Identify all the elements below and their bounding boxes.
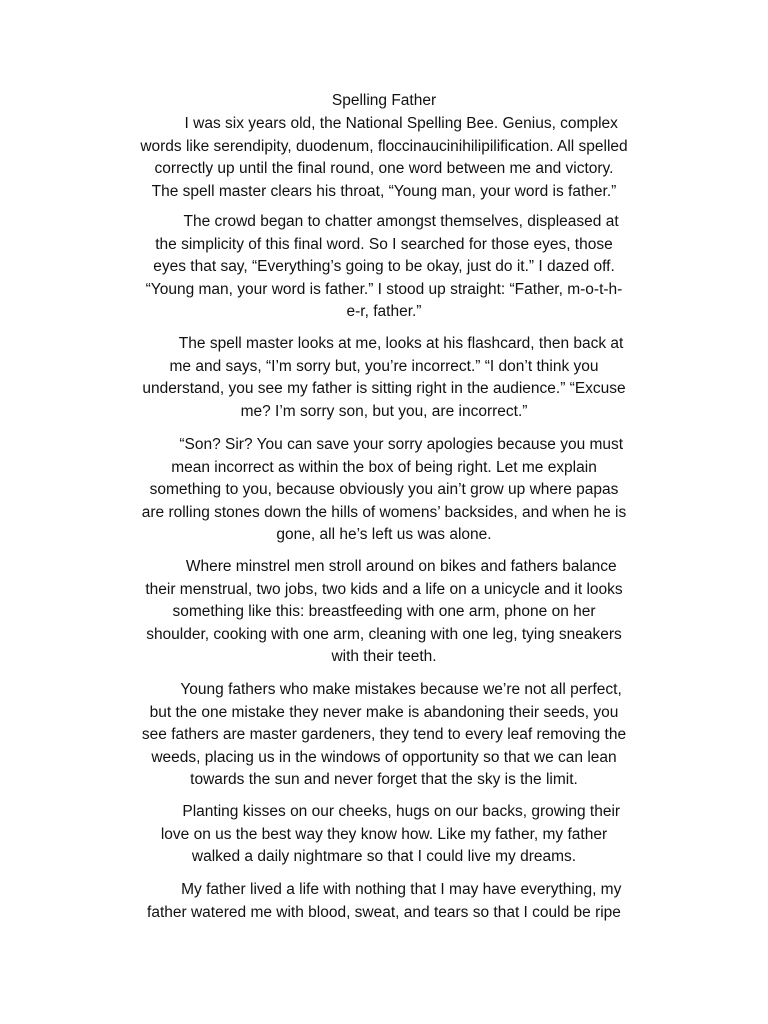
paragraph-7 [96, 801, 672, 869]
paragraph-line: something like this: breastfeeding with one arm, phone on her [172, 603, 596, 621]
paragraph-1 [96, 113, 672, 203]
paragraph-line: are rolling stones down the hills of womens’ backsides, and when he is [141, 503, 627, 521]
paragraph-line: their menstrual, two jobs, two kids and a life on a unicycle and it looks [145, 580, 623, 598]
paragraph-line: My father lived a life with nothing that I may have everything, my [146, 881, 622, 898]
paragraph-line: shoulder, cooking with one arm, cleaning with one leg, tying sneakers [146, 625, 622, 643]
document-title: Spelling Father [331, 92, 437, 109]
paragraph-line: gone, all he’s left us was alone. [276, 526, 492, 544]
paragraph-line: I was six years old, the National Spelling Bee. Genius, complex [150, 115, 618, 132]
paragraph-line: me? I’m sorry son, but you, are incorrect.” [240, 402, 528, 420]
paragraph-line: towards the sun and never forget that the sky is the limit. [190, 771, 578, 789]
paragraph-line: The crowd began to chatter amongst themselves, displeased at [149, 213, 619, 230]
paragraph-line: e-r, father.” [346, 303, 422, 321]
paragraph-5 [96, 556, 672, 669]
paragraph-6 [96, 679, 672, 792]
paragraph-line: walked a daily nightmare so that I could live my dreams. [191, 848, 577, 866]
paragraph-8 [96, 879, 672, 924]
paragraph-line: see fathers are master gardeners, they tend to every leaf removing the [141, 726, 627, 744]
paragraph-line: Planting kisses on our cheeks, hugs on our backs, growing their [147, 803, 621, 820]
paragraph-line: The spell master looks at me, looks at his flashcard, then back at [144, 335, 624, 352]
paragraph-line: words like serendipity, duodenum, floccinaucinihilipilification. All spelled [140, 137, 628, 155]
paragraph-line: the simplicity of this final word. So I searched for those eyes, those [155, 235, 613, 253]
paragraph-line: but the one mistake they never make is abandoning their seeds, you [149, 703, 619, 721]
paragraph-line: “Young man, your word is father.” I stood up straight: “Father, m-o-t-h- [145, 280, 623, 298]
paragraph-line: me and says, “I’m sorry but, you’re incorrect.” “I don’t think you [169, 357, 599, 375]
paragraph-line: weeds, placing us in the windows of opportunity so that we can lean [151, 748, 617, 766]
paragraph-4 [96, 434, 672, 547]
paragraph-line: mean incorrect as within the box of being right. Let me explain [171, 458, 597, 476]
paragraph-3 [96, 333, 672, 423]
paragraph-line: correctly up until the final round, one word between me and victory. [154, 160, 614, 178]
paragraph-line: “Son? Sir? You can save your sorry apologies because you must [144, 436, 624, 453]
paragraph-line: The spell master clears his throat, “Young man, your word is father.” [151, 182, 617, 200]
paragraph-line: Where minstrel men stroll around on bikes and fathers balance [151, 558, 617, 575]
paragraph-line: something to you, because obviously you ain’t grow up where papas [149, 481, 619, 499]
paragraph-2 [96, 211, 672, 324]
paragraph-line: love on us the best way they know how. Like my father, my father [160, 825, 608, 843]
paragraph-line: with their teeth. [331, 648, 437, 666]
paragraph-line: eyes that say, “Everything’s going to be okay, just do it.” I dazed off. [153, 258, 615, 276]
paragraph-line: father watered me with blood, sweat, and tears so that I could be ripe [147, 903, 621, 921]
paragraph-line: Young fathers who make mistakes because we’re not all perfect, [146, 681, 622, 698]
paragraph-line: understand, you see my father is sitting right in the audience.” “Excuse [142, 380, 626, 398]
